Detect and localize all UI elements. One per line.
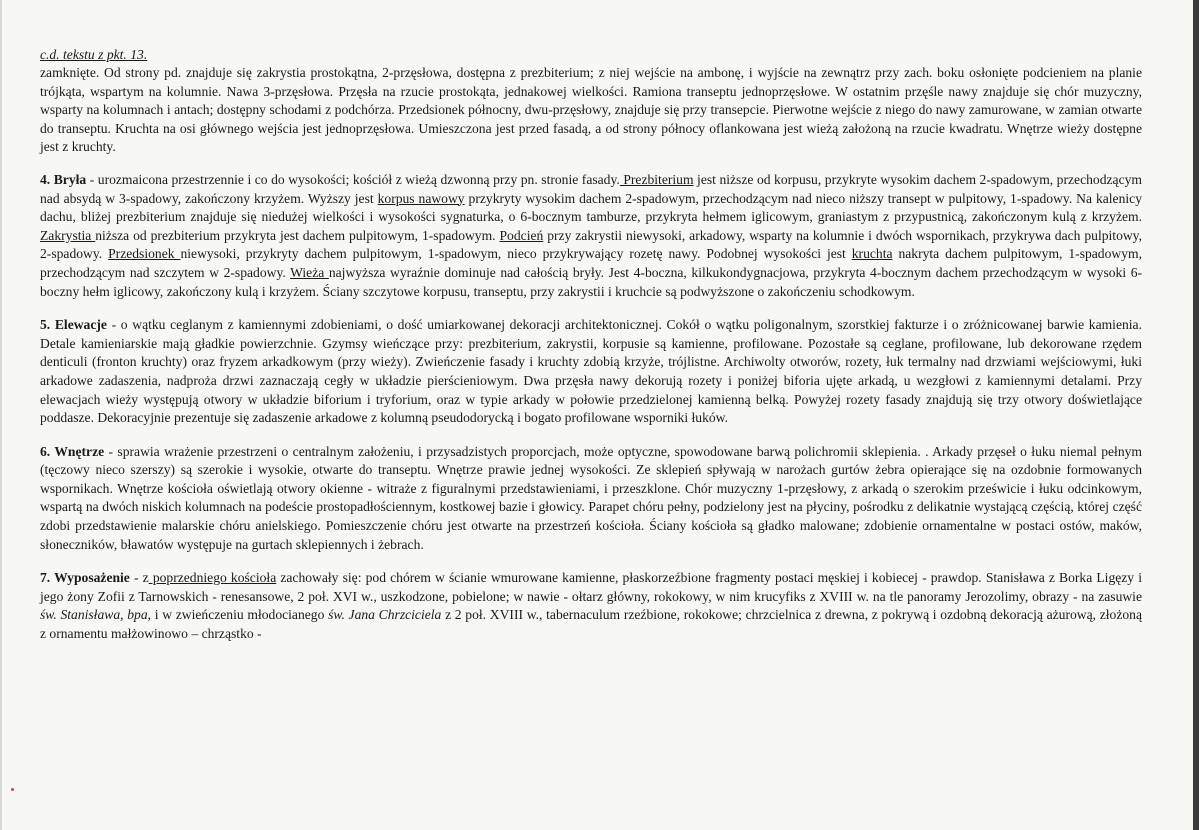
text: niewysoki, przykryty dachem pulpitowym, 1-spadowym, nieco przykrywający rozetę nawy. Podobnej wysokości jest <box>180 246 852 262</box>
underlined-term: Prezbiterium <box>619 171 694 187</box>
text: , i w zwieńczeniu młodocianego <box>147 607 329 623</box>
text: - urozmaicona przestrzennie i co do wysokości; kościół z wieżą dzwonną przy pn. stronie fasady. <box>86 171 620 187</box>
underlined-term: Podcień <box>499 227 544 243</box>
underlined-term: Zakrystia <box>40 227 96 243</box>
text: z 2 poł. XVIII w., tabernaculum rzeźbione, rokokowe; chrzcielnica z drewna, z pokrywą i ozdobną dekoracją ażurową, złożoną z ornamentu małżowinowo – chrząstko - <box>40 607 1142 642</box>
paragraph-elewacje <box>40 316 1142 428</box>
underlined-term: Wieża <box>290 264 329 280</box>
continuation-header: c.d. tekstu z pkt. 13. <box>40 47 148 62</box>
text: - o wątku ceglanym z kamiennymi zdobieniami, o dość umiarkowanej dekoracji architektonicznej. Cokół o wątku poligonalnym, szorstkiej fakturze i o zróżnicowanej barwie kamienia. Detale kamieniarskie mają gładkie powierzchnie. Gzymsy wieńczące przy: prezbiterium, zakrystii, korpusie są kamienne, profilowane. Pozostałe są ceglane, profilowane, lub dekorowane rzędem denticuli (fronton kruchty) oraz fryzem arkadkowym (przy wieży). Zwieńczenie fasady i kruchty zdobią krzyże, trójlistne. Archiwolty otworów, rozety, łuk termalny nad drzwiami wejściowymi, łuki arkadowe zadaszenia, nadproża drzwi zaznaczają cegły w układzie pierścieniowym. Dwa przęsła nawy dekorują rozety i poniżej biforia ujęte arkadą, u wezgłowi z kamiennymi detalami. Przy elewacjach wieży występują otwory w układzie biforium i tryforium, oraz w typie arkady w połowie przedzielonej kamienną belką. Powyżej rozety fasady znajdują się trzy otwory doświetlające poddasze. Dekoracyjnie prezentuje się zadaszenie arkadowe z kolumną pseudodorycką i bogato profilowane wsporniki łuków. <box>40 317 1142 426</box>
scan-speck <box>11 788 14 791</box>
text: nakryta dachem pulpitowym, 1-spadowym, przechodzącym nad szczytem w 2-spadowy. <box>40 246 1142 280</box>
underlined-term: kruchta <box>851 246 893 262</box>
text: niższa od prezbiterium przykryta jest dachem pulpitowym, 1-spadowym. <box>95 227 500 243</box>
underlined-term: korpus nawowy <box>377 190 465 206</box>
document-body <box>40 46 1142 659</box>
paragraph-intro <box>40 64 1142 157</box>
section-heading-bryla: 4. Bryła <box>40 171 87 187</box>
text: jest niższe od korpusu, przykryte wysokim dachem 2-spadowym, przechodzącym nad absydą w 3-spadowy, zakończony krzyżem. Wyższy jest <box>40 171 1142 206</box>
italic-term: św. Jana Chrzciciela <box>328 607 442 623</box>
text: - sprawia wrażenie przestrzeni o centralnym założeniu, i przysadzistych proporcjach, może optyczne, spowodowane barwą polichromii sklepienia. . Arkady przęseł o łuku niemal pełnym (tęczowy nieco szerszy) są szerokie i wysokie, otwarte do transeptu. Wnętrze prawie jednej wysokości. Ze sklepień spływają w narożach gurtów żebra opierające się na ozdobnie formowanych wspornikach. Wnętrze kościoła oświetlają otwory okienne - witraże z figuralnymi przedstawieniami, i przeszklone. Chór muzyczny 1-przęsłowy, z arkadą o szerokim prześwicie i łuku odcinkowym, wspartą na dwóch niskich kolumnach na podeście prostopadłościennym, kostkowej bazie i głowicy. Parapet chóru pełny, podzielony jest na płyciny, pośrodku z delikatnie wystającą częścią, której część zdobi przedstawienie malarskie chóru anielskiego. Pomieszczenie chóru jest otwarte na przestrzeń kościoła. Ściany kościoła są gładko malowane; zdobienie ornamentalne w postaci ostów, maków, słoneczników, bławatów występuje na gurtach sklepiennych i żebrach. <box>40 443 1142 552</box>
underlined-term: poprzedniego kościoła <box>148 570 277 586</box>
paragraph-wnetrze <box>40 443 1142 555</box>
text: przykryty wysokim dachem 2-spadowym, przechodzącym nad nieco niższy transept w pulpitowy, 1-spadowy. Na kalenicy dachu, bliżej prezbiterium znajduje się niedużej wielkości i wysokości sygnaturka, o 6-bocznym tamburze, przykryta hełmem iglicowym, graniastym z przypustnicą, zakończonym kulą z krzyżem. <box>40 190 1142 225</box>
section-heading-wnetrze: 6. Wnętrze <box>40 443 105 459</box>
text: przy zakrystii niewysoki, arkadowy, wsparty na kolumnie i dwóch wspornikach, przykrywa dach pulpitowy, 2-spadowy. <box>40 227 1142 262</box>
intro-text: zamknięte. Od strony pd. znajduje się zakrystia prostokątna, 2-przęsłowa, dostępna z prezbiterium; z niej wejście na ambonę, i wyjście na zewnątrz przy zach. boku osłonięte podcieniem na planie trójkąta, wspartym na kolumnie. Nawa 3-przęsłowa. Przęsła na rzucie prostokąta, jednakowej wielkości. Ramiona transeptu jednoprzęsłowe. W ostatnim przęśle nawy znajduje się chór muzyczny, wsparty na kolumnach i antach; dostępny schodami z podchórza. Przedsionek północny, dwu-przęsłowy, znajduje się przy transepcie. Pierwotne wejście z niego do nawy zamurowane, w zamian otwarte do transeptu. Kruchta na osi głównego wejścia jest jednoprzęsłowa. Umieszczona jest przed fasadą, a od strony północy oflankowana jest wieżą założoną na rzucie kwadratu. Wnętrze wieży dostępne jest z kruchty. <box>40 65 1142 155</box>
underlined-term: Przedsionek <box>108 246 181 262</box>
text: zachowały się: pod chórem w ścianie wmurowane kamienne, płaskorzeźbione fragmenty postaci męskiej i kobiecej - prawdop. Stanisława z Borka Ligęzy i jego żony Zofii z Tarnowskich - renesansowe, 2 poł. XVI w., uszkodzone, pobielone; w nawie - ołtarz główny, rokokowy, w nim krucyfiks z XVIII w. na tle panoramy Jerozolimy, obrazy - na zasuwie <box>40 570 1143 604</box>
section-heading-wyposazenie: 7. Wyposażenie <box>40 570 130 586</box>
paragraph-wyposazenie <box>40 569 1142 643</box>
section-heading-elewacje: 5. Elewacje <box>40 317 107 333</box>
text: - z <box>129 570 149 586</box>
paragraph-bryla <box>40 171 1142 301</box>
italic-term: św. Stanisława, bpa <box>40 607 148 623</box>
text: najwyższa wyraźnie dominuje nad całością bryły. Jest 4-boczna, kilkukondygnacjowa, przykryta 4-bocznym dachem przechodzącym w wysoki 6-boczny hełm iglicowy, zakończony kulą i krzyżem. Ściany szczytowe korpusu, transeptu, przy zakrystii i kruchcie są podwyższone o zakończeniu schodkowym. <box>40 264 1143 299</box>
